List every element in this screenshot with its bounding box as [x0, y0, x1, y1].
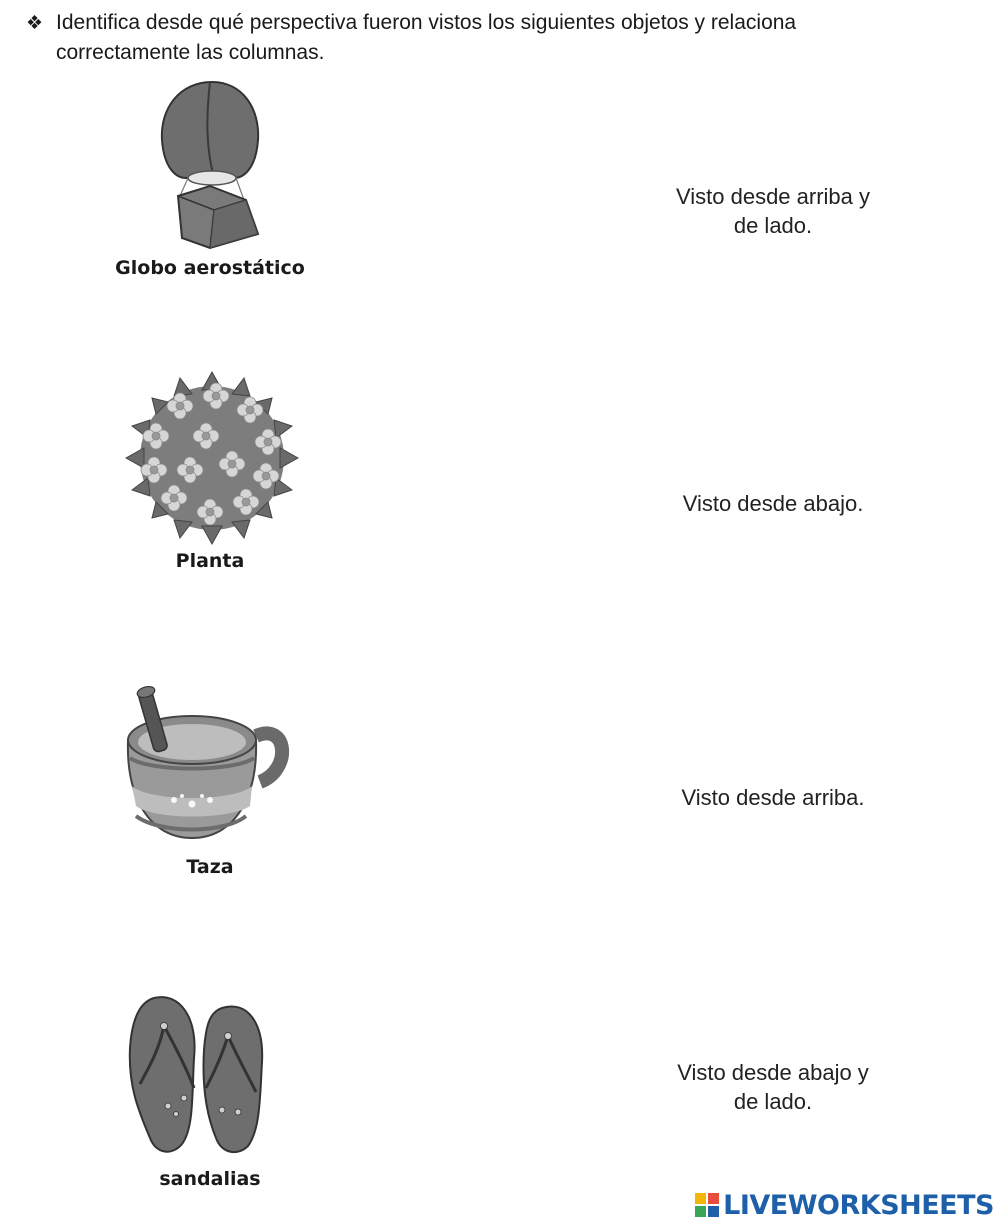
object-caption: sandalias — [159, 1168, 261, 1190]
option-2-line-1: Visto desde abajo. — [682, 491, 864, 516]
object-caption: Taza — [186, 856, 234, 878]
option-4-line-1: Visto desde abajo y — [677, 1060, 869, 1085]
option-1-line-2: de lado. — [733, 213, 813, 238]
hot-air-balloon-icon — [110, 78, 310, 258]
option-4-line-2: de lado. — [733, 1089, 813, 1114]
option-3[interactable] — [623, 783, 923, 812]
option-2[interactable] — [623, 489, 923, 518]
liveworksheets-logo-icon — [695, 1193, 719, 1217]
object-cup[interactable] — [110, 678, 310, 888]
object-balloon[interactable] — [110, 78, 310, 288]
object-caption: Globo aerostático — [115, 257, 305, 279]
diamond-bullet-icon: ❖ — [26, 13, 44, 34]
plant-icon — [110, 370, 310, 550]
option-1-line-1: Visto desde arriba y — [675, 184, 871, 209]
object-sandals[interactable] — [110, 988, 310, 1198]
object-plant[interactable] — [110, 370, 310, 580]
liveworksheets-brand: LIVEWORKSHEETS — [723, 1189, 994, 1221]
instruction-line-2: correctamente las columnas. — [56, 41, 325, 64]
liveworksheets-watermark — [695, 1190, 994, 1220]
sandals-icon — [110, 988, 310, 1163]
instruction-text — [26, 8, 962, 67]
cup-icon — [110, 678, 310, 848]
option-3-line-1: Visto desde arriba. — [681, 785, 865, 810]
option-4[interactable] — [623, 1058, 923, 1116]
instruction-line-1: Identifica desde qué perspectiva fueron vistos los siguientes objetos y relaciona — [56, 11, 797, 34]
object-caption: Planta — [175, 550, 245, 572]
option-1[interactable] — [623, 182, 923, 240]
